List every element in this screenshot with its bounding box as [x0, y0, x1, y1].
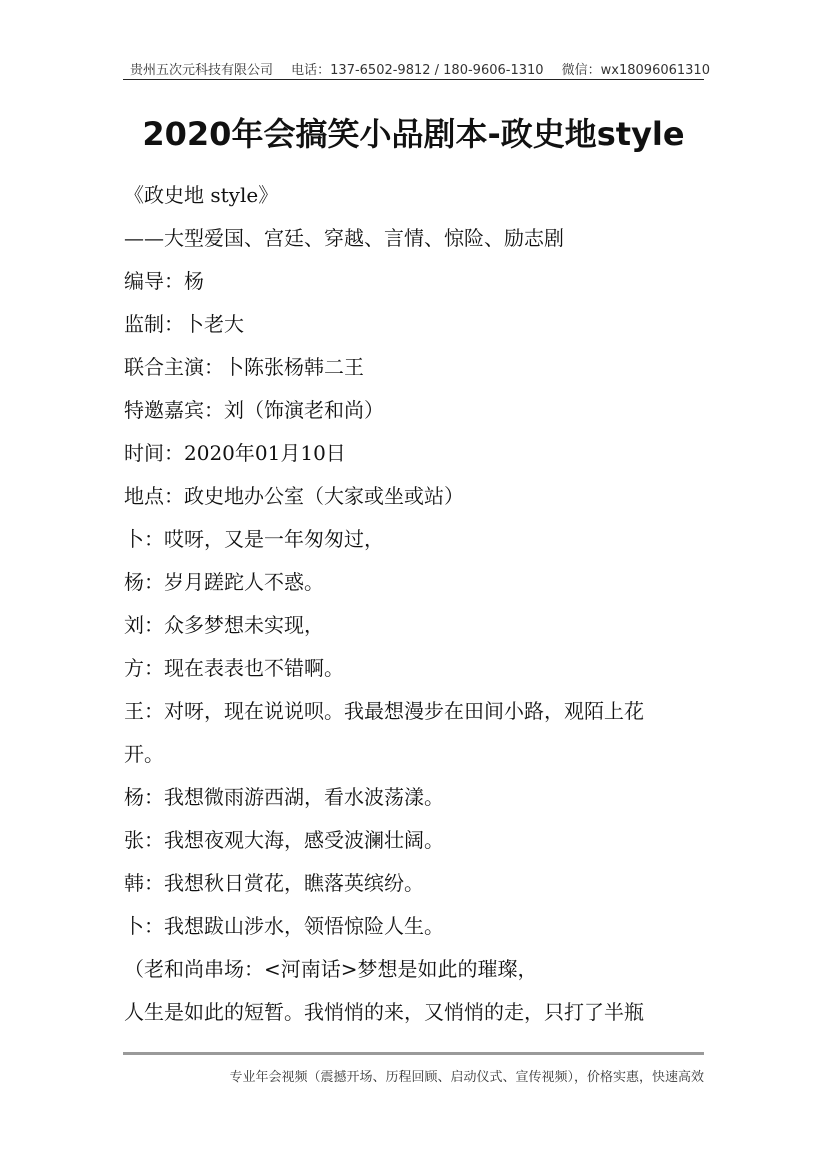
script-line: 张：我想夜观大海，感受波澜壮阔。 — [124, 828, 444, 852]
script-line: 杨：岁月蹉跎人不惑。 — [124, 570, 324, 594]
footer-divider — [123, 1052, 704, 1055]
script-line: 人生是如此的短暂。我悄悄的来，又悄悄的走，只打了半瓶 — [124, 1000, 644, 1024]
script-line: 特邀嘉宾：刘（饰演老和尚） — [124, 398, 384, 422]
header-wechat: 微信：wx18096061310 — [561, 63, 710, 78]
script-line: （老和尚串场：<河南话>梦想是如此的璀璨， — [124, 957, 538, 981]
script-line: ——大型爱国、宫廷、穿越、言情、惊险、励志剧 — [124, 226, 564, 250]
script-line: 联合主演：卜陈张杨韩二王 — [124, 355, 364, 379]
script-line: 方：现在表表也不错啊。 — [124, 656, 344, 680]
script-line: 王：对呀，现在说说呗。我最想漫步在田间小路，观陌上花 — [124, 699, 644, 723]
script-line: 《政史地 style》 — [124, 183, 279, 207]
script-line: 杨：我想微雨游西湖，看水波荡漾。 — [124, 785, 444, 809]
script-line: 韩：我想秋日赏花，瞧落英缤纷。 — [124, 871, 424, 895]
header-company: 贵州五次元科技有限公司 — [130, 63, 274, 78]
header-phone: 电话：137-6502-9812 / 180-9606-1310 — [291, 63, 544, 78]
document-title: 2020年会搞笑小品剧本-政史地style — [142, 115, 685, 153]
script-line: 监制：卜老大 — [124, 312, 244, 336]
script-line: 地点：政史地办公室（大家或坐或站） — [124, 484, 464, 508]
script-body — [124, 174, 704, 1034]
header-divider — [123, 79, 704, 80]
script-line: 卜：我想跋山涉水，领悟惊险人生。 — [124, 914, 444, 938]
script-line: 编导：杨 — [124, 269, 204, 293]
script-line: 卜：哎呀，又是一年匆匆过， — [124, 527, 384, 551]
page-header — [123, 59, 710, 79]
script-line: 开。 — [124, 742, 164, 766]
script-line: 刘：众多梦想未实现， — [124, 613, 324, 637]
script-line: 时间：2020年01月10日 — [124, 441, 346, 465]
page-footer: 专业年会视频（震撼开场、历程回顾、启动仪式、宣传视频），价格实惠，快速高效 — [229, 1070, 704, 1085]
